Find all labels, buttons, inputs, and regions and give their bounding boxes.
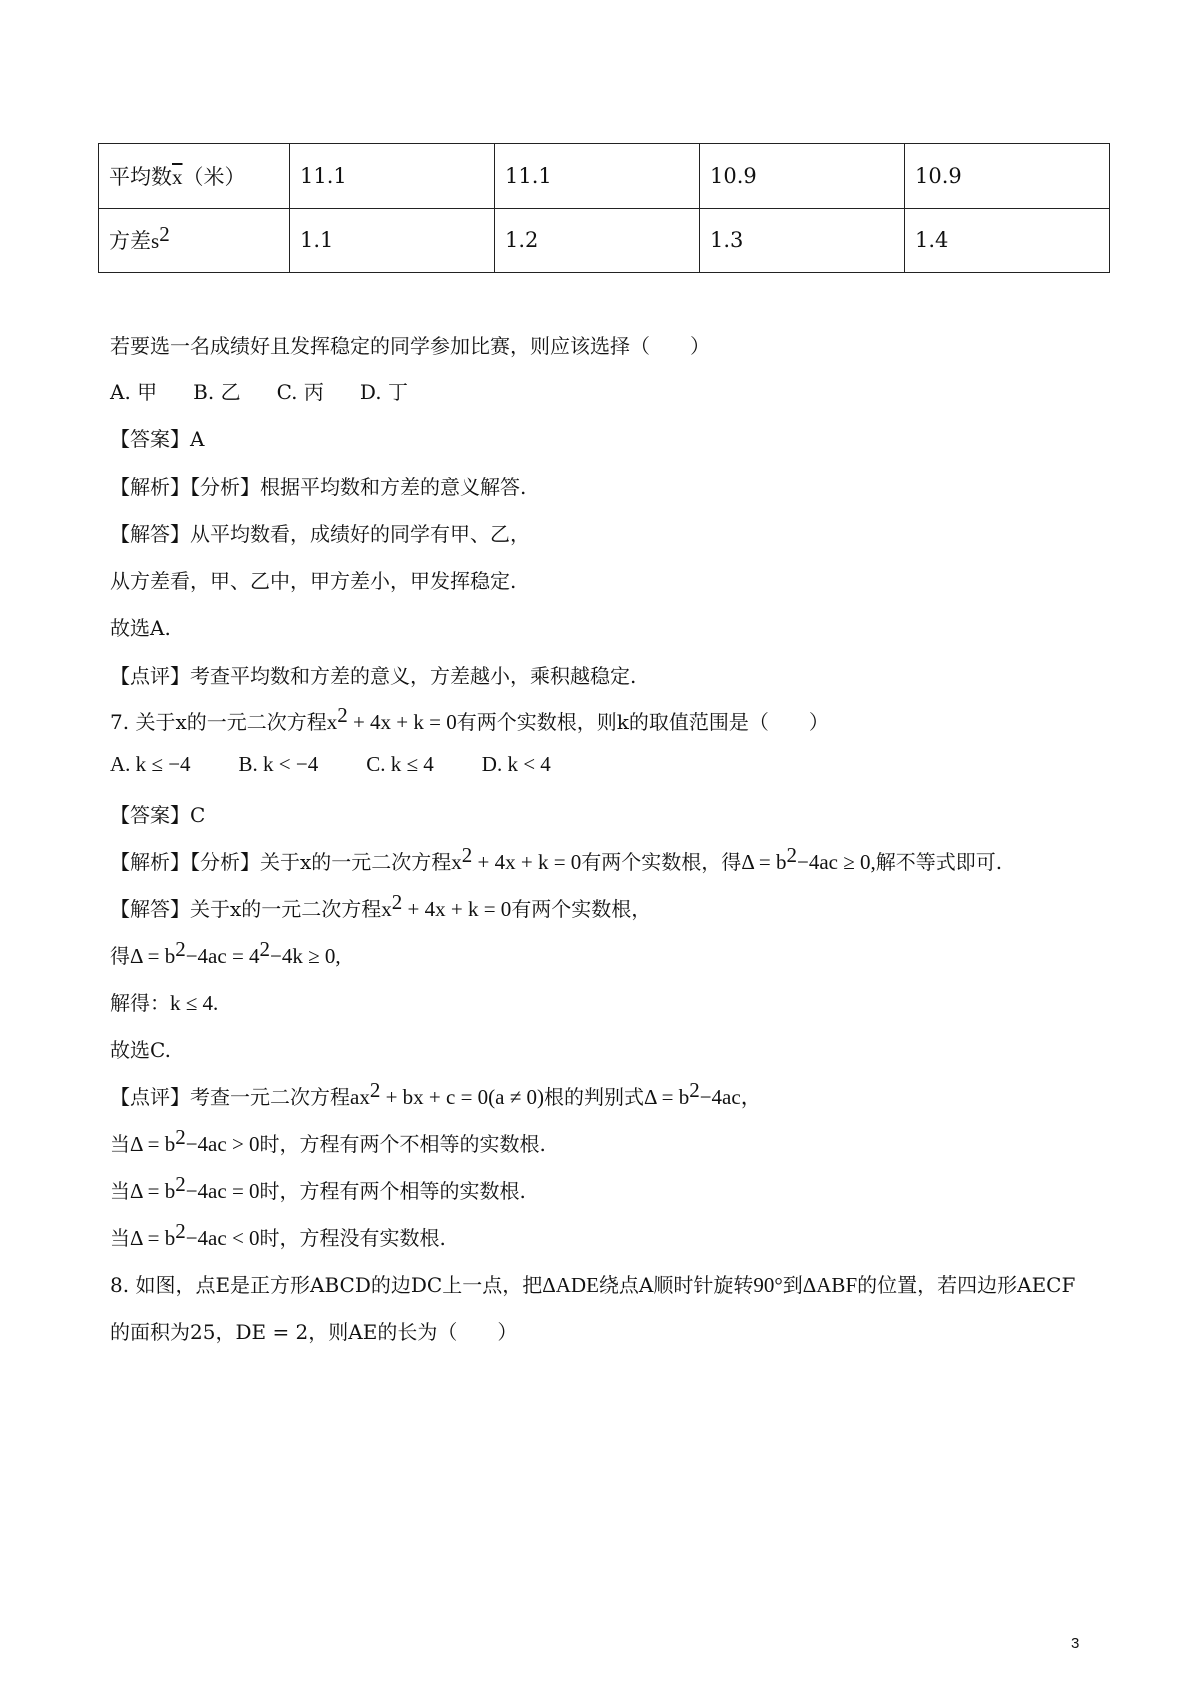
discriminant-condition: −4ac = 0	[185, 1179, 260, 1203]
mean-label: 平均数	[109, 164, 172, 189]
table-cell: 1.2	[495, 208, 700, 273]
derive-prefix: 得	[110, 944, 130, 968]
case-text: 时，方程没有实数根.	[259, 1226, 446, 1250]
exponent: 2	[175, 1172, 186, 1196]
page-number: 3	[1071, 1635, 1080, 1652]
discriminant: Δ = b	[130, 1132, 176, 1156]
q7-equation-rest: + 4x + k = 0	[347, 710, 457, 734]
q6-choose: 故选A.	[110, 616, 171, 640]
general-equation: ax	[350, 1085, 370, 1109]
comment-mid: 根的判别式	[544, 1085, 645, 1109]
q7-derivation	[110, 937, 341, 969]
q7-solution-suffix: 有两个实数根，	[511, 897, 652, 921]
row-label-mean	[99, 144, 290, 209]
q8-line2: 的面积为25，DE = 2，则AE的长为（ ）	[110, 1320, 518, 1344]
q6-question: 若要选一名成绩好且发挥稳定的同学参加比赛，则应该选择（ ）	[110, 334, 710, 358]
q7-solution	[110, 890, 652, 922]
mean-symbol: $\overline{x}$	[172, 164, 183, 189]
q7-solution-prefix: 【解答】关于x的一元二次方程	[110, 897, 382, 921]
discriminant: Δ = b	[130, 1179, 176, 1203]
table-cell: 1.1	[290, 208, 495, 273]
q8-text: 8. 如图，点E是正方形ABCD的边DC上一点，把	[110, 1273, 543, 1297]
exponent: 2	[461, 843, 473, 867]
table-cell: 11.1	[495, 144, 700, 209]
q7-analysis-equation-rest: + 4x + k = 0	[472, 850, 582, 874]
q7-options	[110, 752, 599, 777]
q6-answer: 【答案】A	[110, 427, 205, 451]
table-cell: 1.3	[700, 208, 905, 273]
discriminant: Δ = b	[130, 944, 176, 968]
q6-analysis: 【解析】【分析】根据平均数和方差的意义解答.	[110, 475, 527, 499]
exponent: 2	[337, 703, 348, 727]
discriminant: Δ = b	[644, 1085, 690, 1109]
q6-solution-line1: 【解答】从平均数看，成绩好的同学有甲、乙，	[110, 522, 530, 546]
table-cell: 11.1	[290, 144, 495, 209]
variance-symbol: s	[151, 229, 160, 254]
variance-label: 方差	[109, 229, 151, 254]
discriminant-condition: −4ac < 0	[185, 1226, 260, 1250]
case-prefix: 当	[110, 1132, 130, 1156]
general-equation-rest: + bx + c = 0(a ≠ 0)	[380, 1085, 545, 1109]
q6-solution-line2: 从方差看，甲、乙中，甲方差小，甲发挥稳定.	[110, 569, 517, 593]
mean-unit: （米）	[182, 164, 246, 189]
q7-option-d: D. k < 4	[481, 752, 551, 776]
solve-prefix: 解得：	[110, 991, 170, 1015]
q7-analysis-mid: 有两个实数根，得	[581, 850, 742, 874]
q7-analysis-prefix: 【解析】【分析】关于x的一元二次方程	[110, 850, 452, 874]
q6-option-c: C. 丙	[276, 380, 324, 404]
q7-stem-prefix: 7. 关于x的一元二次方程	[110, 710, 327, 734]
table-cell: 10.9	[905, 144, 1110, 209]
discriminant-condition: −4ac > 0	[185, 1132, 260, 1156]
table-cell: 1.4	[905, 208, 1110, 273]
q7-case-positive	[110, 1125, 546, 1157]
exponent: 2	[391, 890, 403, 914]
case-prefix: 当	[110, 1226, 130, 1250]
q7-analysis-equation: x	[451, 850, 462, 874]
discriminant-rest: −4ac，	[699, 1085, 762, 1109]
rotation-angle: 90°	[753, 1273, 783, 1297]
table-row-mean	[99, 144, 1110, 209]
case-text: 时，方程有两个相等的实数根.	[259, 1179, 526, 1203]
q6-option-d: D. 丁	[359, 380, 408, 404]
q8-text: 到	[782, 1273, 803, 1297]
q7-option-a: A. k ≤ −4	[110, 752, 191, 776]
case-prefix: 当	[110, 1179, 130, 1203]
q7-comment	[110, 1078, 762, 1111]
q7-analysis-suffix: 解不等式即可.	[875, 850, 1003, 874]
q7-choose: 故选C.	[110, 1038, 171, 1062]
triangle-abf: ΔABF	[802, 1273, 858, 1297]
discriminant: Δ = b	[741, 850, 787, 874]
variance-exponent: 2	[159, 222, 170, 247]
exponent: 2	[689, 1078, 700, 1102]
exponent: 2	[259, 937, 271, 961]
q7-equation: x	[326, 710, 338, 734]
q8-text: 绕点A顺时针旋转	[598, 1273, 754, 1297]
q7-case-negative	[110, 1219, 446, 1251]
comment-prefix: 【点评】考查一元二次方程	[110, 1085, 350, 1109]
q7-option-b: B. k < −4	[238, 752, 319, 776]
discriminant: Δ = b	[130, 1226, 176, 1250]
q6-comment: 【点评】考查平均数和方差的意义，方差越小，乘积越稳定.	[110, 664, 637, 688]
discriminant-inequality: −4k ≥ 0,	[270, 944, 341, 968]
exponent: 2	[175, 1219, 186, 1243]
q7-stem-suffix: 有两个实数根，则k的取值范围是（ ）	[456, 710, 829, 734]
q7-case-zero	[110, 1172, 526, 1204]
table-row-variance	[99, 208, 1110, 273]
solve-result: k ≤ 4.	[170, 991, 219, 1015]
statistics-table	[98, 143, 1110, 273]
q7-solve	[110, 987, 218, 1016]
case-text: 时，方程有两个不相等的实数根.	[259, 1132, 546, 1156]
q8-line1	[110, 1269, 1075, 1298]
q8-text: 的位置，若四边形AECF	[857, 1273, 1076, 1297]
q7-solution-equation-rest: + 4x + k = 0	[402, 897, 512, 921]
discriminant-rest: −4ac ≥ 0,	[797, 850, 876, 874]
q6-option-b: B. 乙	[193, 380, 241, 404]
exponent: 2	[175, 937, 186, 961]
row-label-variance	[99, 208, 290, 273]
q7-solution-equation: x	[381, 897, 392, 921]
q7-analysis	[110, 843, 1003, 875]
q7-stem	[110, 703, 829, 735]
exponent: 2	[786, 843, 798, 867]
triangle-ade: ΔADE	[542, 1273, 599, 1297]
q7-option-c: C. k ≤ 4	[366, 752, 434, 776]
q7-answer: 【答案】C	[110, 803, 206, 827]
exponent: 2	[175, 1125, 186, 1149]
q6-options	[110, 376, 444, 405]
exponent: 2	[369, 1078, 381, 1102]
table-cell: 10.9	[700, 144, 905, 209]
discriminant-value: −4ac = 4	[185, 944, 260, 968]
q6-option-a: A. 甲	[110, 380, 158, 404]
